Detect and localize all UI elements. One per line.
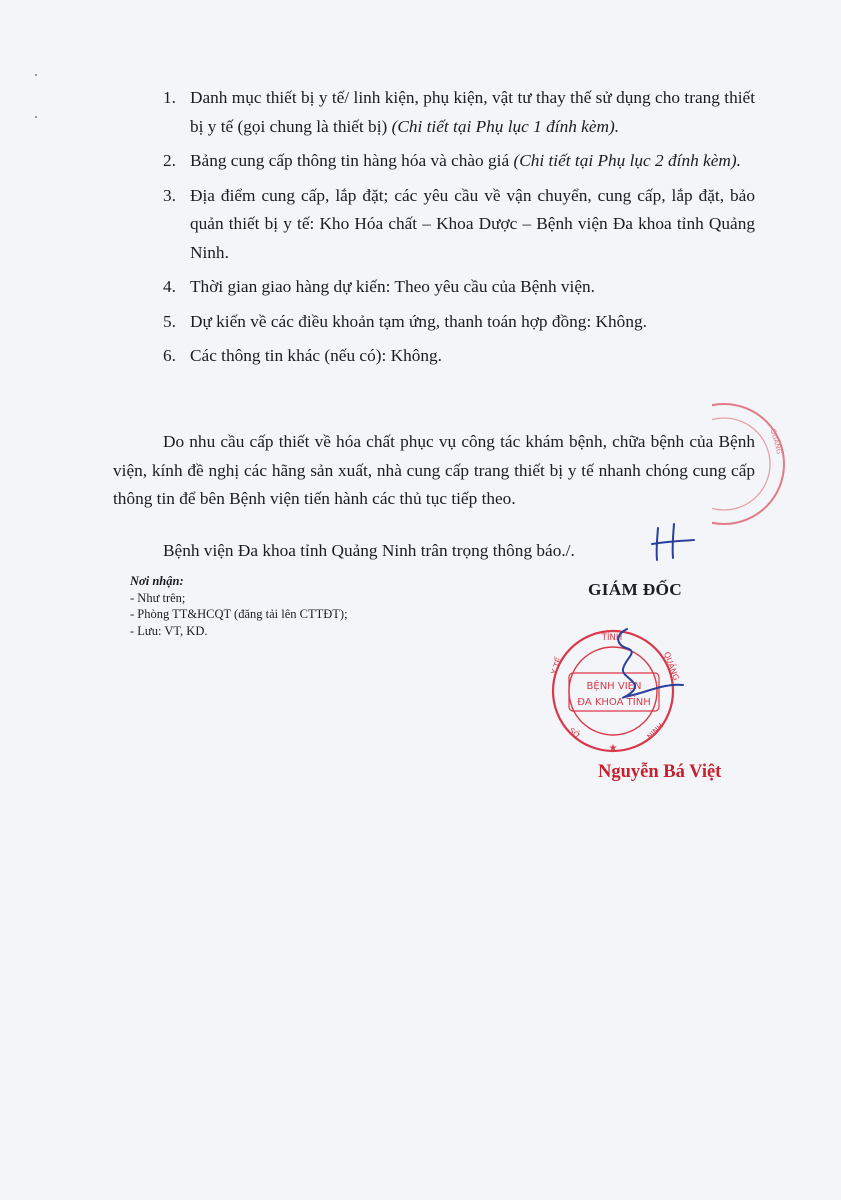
official-stamp: [545, 625, 685, 755]
stamp-ring-top: TỈNH: [601, 633, 623, 643]
svg-text:★: ★: [608, 743, 618, 754]
handwritten-initial-mark: [648, 522, 696, 564]
stamp-ring-left: Y TẾ: [549, 656, 564, 676]
stamp-ring-bottom-left: SỞ: [567, 725, 582, 741]
list-item: 6. Các thông tin khác (nếu có): Không.: [163, 346, 442, 365]
recipient-line: - Như trên;: [130, 590, 186, 605]
list-item: 4. Thời gian giao hàng dự kiến: Theo yêu cầu của Bệnh viện.: [163, 277, 595, 296]
recipients-block: [130, 573, 348, 639]
stamp-ring-right: QUẢNG: [662, 650, 681, 682]
list-item: 3. Địa điểm cung cấp, lắp đặt; các yêu cầu về vận chuyển, cung cấp, lắp đặt, bảo quản thiết bị y tế: Kho Hóa chất – Khoa Dược – Bệnh viện Đa khoa tỉnh Quảng Ninh.: [163, 185, 755, 262]
list-item: 2. Bảng cung cấp thông tin hàng hóa và chào giá (Chi tiết tại Phụ lục 2 đính kèm).: [163, 151, 741, 170]
signer-name: Nguyễn Bá Việt: [598, 762, 722, 782]
recipients-title: Nơi nhận:: [130, 574, 184, 588]
list-item: 1. Danh mục thiết bị y tế/ linh kiện, phụ kiện, vật tư thay thế sử dụng cho trang thiết bị y tế (gọi chung là thiết bị) (Chi tiết tại Phụ lục 1 đính kèm).: [163, 88, 755, 136]
closing-statement: Bệnh viện Đa khoa tỉnh Quảng Ninh trân trọng thông báo./.: [163, 541, 575, 560]
signer-title: GIÁM ĐỐC: [588, 580, 683, 599]
requirements-list: [163, 84, 755, 377]
scan-specks: [34, 72, 38, 122]
partial-stamp-ring: QUẢNG: [768, 427, 784, 456]
recipient-line: - Lưu: VT, KD.: [130, 623, 208, 638]
list-item: 5. Dự kiến về các điều khoản tạm ứng, thanh toán hợp đồng: Không.: [163, 311, 647, 331]
partial-edge-stamp: [712, 400, 787, 530]
stamp-center-line2: ĐA KHOA TỈNH: [577, 697, 651, 708]
request-paragraph: Do nhu cầu cấp thiết về hóa chất phục vụ công tác khám bệnh, chữa bệnh của Bệnh viện, kính đề nghị các hãng sản xuất, nhà cung cấp trang thiết bị y tế nhanh chóng cung cấp thông tin để bên Bệnh viện tiến hành các thủ tục tiếp theo.: [113, 432, 755, 508]
recipient-line: - Phòng TT&HCQT (đăng tải lên CTTĐT);: [130, 607, 348, 621]
stamp-center-line1: BỆNH VIỆN: [586, 681, 642, 692]
stamp-ring-bottom-right: NINH: [645, 721, 666, 742]
